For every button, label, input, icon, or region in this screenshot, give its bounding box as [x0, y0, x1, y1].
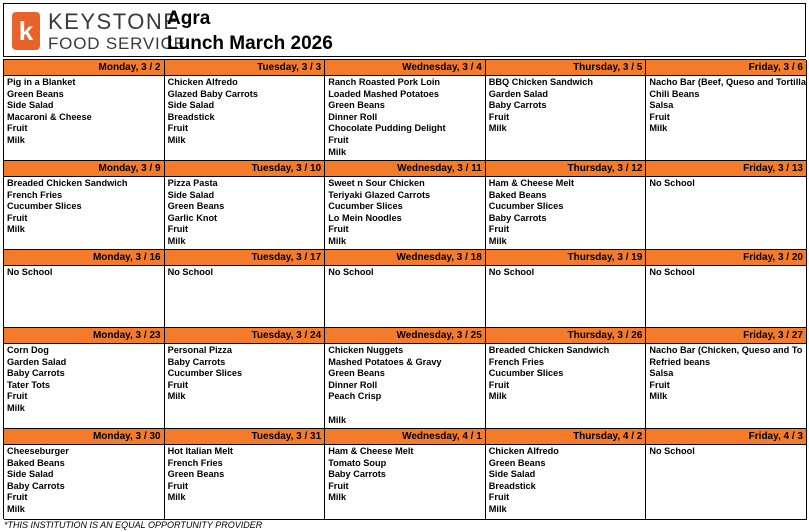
menu-item: Chocolate Pudding Delight [328, 123, 446, 134]
day-header: Thursday, 3 / 26 [486, 328, 646, 344]
day-header: Tuesday, 3 / 17 [165, 250, 325, 266]
menu-item: Fruit [488, 111, 510, 122]
menu-item: Fruit [167, 379, 189, 390]
logo-brand-name: KEYSTONE [48, 9, 180, 34]
day-header: Wednesday, 3 / 18 [325, 250, 485, 266]
day-header: Monday, 3 / 9 [4, 161, 164, 177]
menu-item: Chicken Alfredo [167, 77, 238, 87]
menu-item: Fruit [7, 492, 28, 503]
menu-item: Breadstick [488, 480, 536, 491]
menu-item: Side Salad [7, 100, 54, 111]
menu-item: Baby Carrots [488, 100, 547, 111]
menu-item: Green Beans [488, 457, 546, 468]
menu-item: Baby Carrots [7, 480, 65, 491]
menu-item: Pizza Pasta [167, 178, 218, 188]
menu-item: Cucumber Slices [488, 201, 564, 212]
keystone-logo-icon [12, 12, 40, 50]
menu-item: No School [649, 446, 695, 456]
logo-brand-subtitle: FOOD SERVICE [48, 34, 186, 53]
menu-item: Fruit [328, 480, 349, 491]
day-cell [325, 429, 486, 520]
menu-item: Salsa [649, 368, 674, 379]
menu-item: Green Beans [167, 201, 225, 212]
day-header: Monday, 3 / 23 [4, 328, 164, 344]
day-cell [165, 60, 326, 161]
menu-item: Green Beans [328, 368, 385, 379]
day-cell [325, 161, 486, 250]
day-header: Friday, 3 / 20 [646, 250, 806, 266]
day-header: Tuesday, 3 / 3 [165, 60, 325, 76]
menu-item: Fruit [488, 492, 510, 503]
menu-item: Breaded Chicken Sandwich [7, 178, 128, 188]
menu-item: Cucumber Slices [167, 368, 243, 379]
menu-item: Sweet n Sour Chicken [328, 178, 425, 188]
menu-item: Milk [488, 391, 507, 402]
menu-item: Side Salad [167, 100, 215, 111]
day-cell [486, 250, 647, 328]
menu-item: Hot Italian Melt [167, 446, 233, 456]
menu-item: Fruit [649, 379, 670, 390]
site-name: Agra [167, 8, 211, 29]
day-header: Wednesday, 3 / 4 [325, 60, 485, 76]
menu-item: Macaroni & Cheese [7, 111, 92, 122]
menu-item: Fruit [167, 123, 189, 134]
menu-item: Garden Salad [488, 88, 549, 99]
day-header: Wednesday, 4 / 1 [325, 429, 485, 445]
day-cell [325, 250, 486, 328]
menu-item: Tater Tots [7, 379, 51, 390]
menu-item-list [325, 266, 485, 279]
menu-item: Ham & Cheese Melt [328, 446, 414, 456]
day-cell [4, 328, 165, 429]
menu-item: Ham & Cheese Melt [488, 178, 575, 188]
day-header: Friday, 3 / 13 [646, 161, 806, 177]
menu-item: No School [649, 178, 695, 188]
menu-item: French Fries [167, 457, 223, 468]
menu-item: Green Beans [167, 469, 225, 480]
menu-item-list [4, 344, 164, 415]
menu-item: Chicken Alfredo [488, 446, 559, 456]
menu-item: Milk [167, 134, 186, 145]
menu-item: Fruit [488, 379, 510, 390]
menu-item: Breaded Chicken Sandwich [488, 345, 610, 355]
menu-item-list [486, 76, 646, 135]
day-cell [165, 328, 326, 429]
menu-item: Pig in a Blanket [7, 77, 76, 87]
day-header: Tuesday, 3 / 31 [165, 429, 325, 445]
menu-item-list [165, 76, 325, 147]
menu-item: Milk [7, 224, 25, 235]
menu-item: Milk [488, 235, 507, 246]
day-cell [165, 161, 326, 250]
menu-item: Milk [488, 503, 507, 514]
day-cell [646, 161, 807, 250]
menu-item: Dinner Roll [328, 111, 378, 122]
menu-item: Milk [7, 134, 25, 145]
menu-item: Fruit [7, 123, 28, 134]
menu-item-list [486, 445, 646, 516]
menu-item: Salsa [649, 100, 674, 111]
day-cell [646, 250, 807, 328]
menu-item-list [486, 177, 646, 248]
day-cell [486, 161, 647, 250]
menu-item: Refried beans [649, 356, 711, 367]
menu-item: No School [488, 267, 535, 277]
menu-item-list [646, 177, 806, 190]
day-header: Thursday, 4 / 2 [486, 429, 646, 445]
menu-item: Personal Pizza [167, 345, 232, 355]
calendar-week [4, 328, 807, 429]
menu-item: French Fries [7, 189, 63, 200]
day-cell [4, 429, 165, 520]
menu-item: Lo Mein Noodles [328, 212, 402, 223]
menu-item: No School [7, 267, 53, 277]
day-header: Thursday, 3 / 19 [486, 250, 646, 266]
menu-title: Lunch March 2026 [167, 33, 333, 54]
day-cell [4, 161, 165, 250]
menu-item: French Fries [488, 356, 544, 367]
menu-item: Side Salad [488, 469, 536, 480]
day-header: Monday, 3 / 16 [4, 250, 164, 266]
footer-note: *THIS INSTITUTION IS AN EQUAL OPPORTUNITY PROVIDER [4, 520, 263, 530]
day-cell [325, 328, 486, 429]
menu-item: Nacho Bar (Chicken, Queso and To [649, 345, 803, 355]
day-header: Wednesday, 3 / 25 [325, 328, 485, 344]
day-header: Monday, 3 / 2 [4, 60, 164, 76]
menu-item-list [646, 445, 806, 458]
menu-item: Milk [328, 492, 347, 503]
menu-item: Fruit [328, 134, 349, 145]
day-header: Monday, 3 / 30 [4, 429, 164, 445]
menu-item-list [325, 445, 485, 504]
menu-item: Garlic Knot [167, 212, 218, 223]
day-header: Friday, 3 / 27 [646, 328, 806, 344]
day-header: Friday, 3 / 6 [646, 60, 806, 76]
day-header: Thursday, 3 / 12 [486, 161, 646, 177]
page-header [3, 3, 806, 57]
menu-item: Milk [7, 402, 25, 413]
menu-item: Milk [167, 235, 186, 246]
day-cell [646, 60, 807, 161]
menu-item: Baby Carrots [488, 212, 547, 223]
menu-item: Milk [167, 391, 186, 402]
menu-item: Green Beans [7, 88, 64, 99]
menu-item: Teriyaki Glazed Carrots [328, 189, 431, 200]
menu-item-list [646, 266, 806, 279]
menu-item-list [165, 344, 325, 403]
menu-item: Baby Carrots [328, 469, 386, 480]
day-header: Thursday, 3 / 5 [486, 60, 646, 76]
menu-item: BBQ Chicken Sandwich [488, 77, 593, 87]
menu-item: Baked Beans [488, 189, 547, 200]
menu-item-list [325, 177, 485, 248]
menu-item-list [325, 76, 485, 158]
day-header: Wednesday, 3 / 11 [325, 161, 485, 177]
menu-item: Green Beans [328, 100, 385, 111]
menu-item-list [165, 177, 325, 248]
day-cell [486, 429, 647, 520]
menu-item: Chicken Nuggets [328, 345, 404, 355]
menu-item: Loaded Mashed Potatoes [328, 88, 439, 99]
menu-item: Milk [328, 414, 347, 425]
menu-item: Milk [649, 391, 668, 402]
lunch-calendar [3, 59, 806, 519]
menu-item-list [4, 445, 164, 516]
menu-item: Cucumber Slices [488, 368, 564, 379]
logo-mark-letter: k [18, 16, 34, 46]
menu-item: Fruit [7, 391, 28, 402]
menu-item: Milk [328, 235, 347, 246]
day-cell [646, 429, 807, 520]
day-header: Tuesday, 3 / 10 [165, 161, 325, 177]
menu-item: Dinner Roll [328, 379, 378, 390]
menu-item-list [4, 266, 164, 279]
menu-item-list [646, 344, 806, 403]
menu-item: Fruit [7, 212, 28, 223]
menu-item: Milk [328, 146, 347, 157]
menu-item: No School [649, 267, 695, 277]
day-cell [4, 60, 165, 161]
menu-item: Milk [7, 503, 25, 514]
menu-item: Cucumber Slices [7, 201, 82, 212]
day-cell [165, 250, 326, 328]
menu-item: Milk [167, 492, 186, 503]
menu-item: Breadstick [167, 111, 215, 122]
menu-item: No School [328, 267, 374, 277]
menu-item-list [4, 76, 164, 147]
menu-item: Fruit [488, 224, 510, 235]
menu-item: Tomato Soup [328, 457, 387, 468]
menu-item: No School [167, 267, 214, 277]
menu-item: Cucumber Slices [328, 201, 403, 212]
menu-item: Fruit [328, 224, 349, 235]
day-cell [486, 60, 647, 161]
menu-item: Fruit [167, 224, 189, 235]
day-cell [646, 328, 807, 429]
menu-item-list [165, 445, 325, 504]
calendar-week [4, 429, 807, 520]
day-header: Friday, 4 / 3 [646, 429, 806, 445]
menu-item: Cheeseburger [7, 446, 69, 456]
menu-item: Peach Crisp [328, 391, 382, 402]
menu-item: Chili Beans [649, 88, 700, 99]
menu-item: Fruit [649, 111, 670, 122]
menu-item-list [325, 344, 485, 426]
menu-item-list [646, 76, 806, 135]
menu-item: Nacho Bar (Beef, Queso and Tortilla [649, 77, 806, 87]
day-cell [486, 328, 647, 429]
menu-item [328, 403, 485, 415]
menu-item-list [486, 266, 646, 279]
day-header: Tuesday, 3 / 24 [165, 328, 325, 344]
menu-item: Garden Salad [7, 356, 67, 367]
menu-item-list [4, 177, 164, 236]
menu-item: Milk [488, 123, 507, 134]
menu-item: Side Salad [167, 189, 215, 200]
menu-item: Ranch Roasted Pork Loin [328, 77, 440, 87]
menu-item: Mashed Potatoes & Gravy [328, 356, 442, 367]
calendar-week [4, 161, 807, 250]
menu-item: Corn Dog [7, 345, 49, 355]
menu-item: Side Salad [7, 469, 54, 480]
menu-item-list [486, 344, 646, 403]
day-cell [165, 429, 326, 520]
menu-item: Baked Beans [7, 457, 65, 468]
calendar-week [4, 60, 807, 161]
menu-item: Baby Carrots [167, 356, 226, 367]
calendar-week [4, 250, 807, 328]
menu-item: Glazed Baby Carrots [167, 88, 258, 99]
menu-item: Milk [649, 123, 668, 134]
day-cell [4, 250, 165, 328]
menu-item: Baby Carrots [7, 368, 65, 379]
menu-item: Fruit [167, 480, 189, 491]
day-cell [325, 60, 486, 161]
menu-item-list [165, 266, 325, 279]
